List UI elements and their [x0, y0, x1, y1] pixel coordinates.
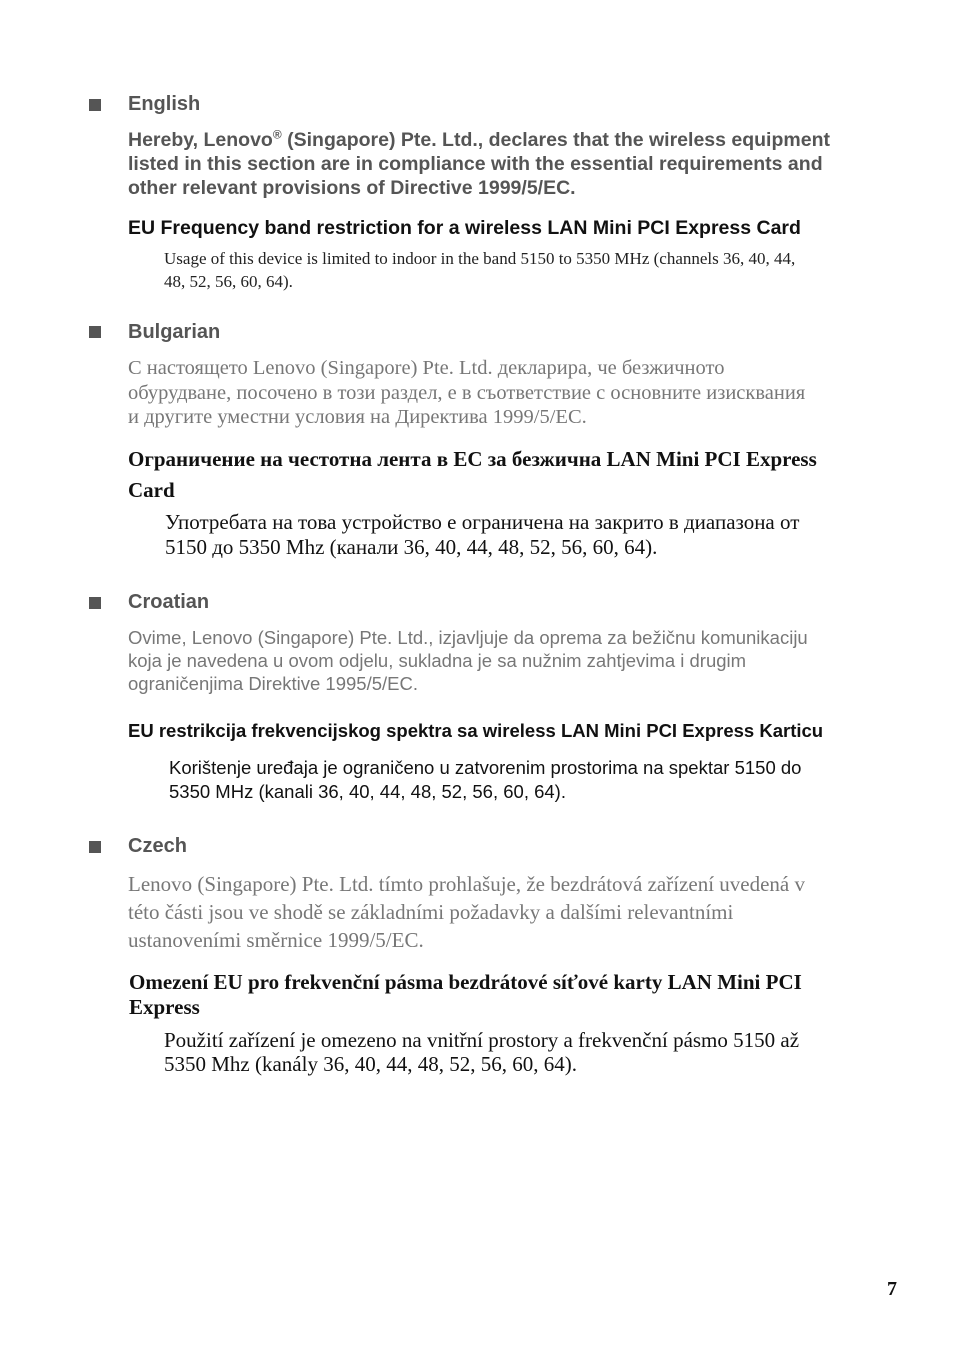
english-declaration-line: listed in this section are in compliance with the essential requirements and: [128, 153, 823, 175]
english-declaration-line: (Singapore) Pte. Ltd., declares that the wireless equipment: [287, 129, 830, 151]
czech-body-line: Použití zařízení je omezeno na vnitřní prostory a frekvenční pásmo 5150 až: [164, 1028, 800, 1052]
bulgarian-restriction-heading-line: Ограничение на честотна лента в ЕС за безжична LAN Mini PCI Express: [128, 447, 817, 471]
language-heading-croatian: Croatian: [128, 591, 210, 613]
english-restriction-body: [164, 247, 795, 293]
bulgarian-declaration: [128, 356, 805, 430]
bullet-icon: [89, 326, 101, 338]
english-body-line: Usage of this device is limited to indoor in the band 5150 to 5350 MHz (channels 36, 40, 44,: [164, 249, 796, 268]
language-heading-czech: Czech: [128, 835, 187, 857]
czech-heading-line: Express: [129, 995, 200, 1019]
registered-mark: ®: [272, 127, 282, 142]
bullet-icon: [89, 841, 101, 853]
bulgarian-body-line: 5150 до 5350 Mhz (канали 36, 40, 44, 48, 52, 56, 60, 64).: [165, 534, 658, 559]
croatian-restriction-body: [169, 756, 801, 804]
czech-declaration: [128, 870, 805, 954]
czech-restriction-body: [164, 1028, 799, 1076]
english-body-line: 48, 52, 56, 60, 64).: [164, 272, 293, 291]
bulgarian-declaration-line: С настоящето Lenovo (Singapore) Pte. Ltd. декларира, че безжичното: [128, 357, 725, 379]
czech-heading-line: Omezení EU pro frekvenční pásma bezdrátové síťové karty LAN Mini PCI: [129, 970, 802, 994]
bulgarian-restriction-body: [165, 510, 799, 559]
croatian-declaration-line: Ovime, Lenovo (Singapore) Pte. Ltd., izjavljuje da oprema za bežičnu komunikaciju: [128, 627, 808, 648]
czech-body-line: 5350 Mhz (kanály 36, 40, 44, 48, 52, 56, 60, 64).: [164, 1052, 577, 1076]
czech-declaration-line: této části jsou ve shodě se základními požadavky a dalšími relevantními: [128, 900, 734, 924]
czech-declaration-line: Lenovo (Singapore) Pte. Ltd. tímto prohlašuje, že bezdrátová zařízení uvedená v: [128, 872, 806, 896]
czech-declaration-line: ustanoveními směrnice 1999/5/EC.: [128, 928, 424, 952]
croatian-declaration: [128, 626, 808, 695]
bullet-icon: [89, 99, 101, 111]
bullet-icon: [89, 597, 101, 609]
bulgarian-declaration-line: обурудване, посочено в този раздел, е в съответствие с основните изисквания: [128, 381, 806, 404]
english-declaration-line: Hereby, Lenovo: [128, 129, 273, 151]
language-heading-english: English: [128, 93, 201, 115]
croatian-declaration-line: ograničenjima Direktive 1995/5/EC.: [128, 673, 418, 694]
english-restriction-heading: EU Frequency band restriction for a wireless LAN Mini PCI Express Card: [128, 217, 801, 239]
bulgarian-declaration-line: и другите уместни условия на Директива 1999/5/ЕС.: [128, 406, 587, 428]
croatian-body-line: Korištenje uređaja je ograničeno u zatvorenim prostorima na spektar 5150 do: [169, 757, 802, 778]
page-number: 7: [887, 1278, 897, 1300]
croatian-declaration-line: koja je navedena u ovom odjelu, sukladna je sa nužnim zahtjevima i drugim: [128, 650, 747, 671]
czech-restriction-heading: [129, 970, 802, 1020]
english-declaration: [128, 128, 830, 200]
language-heading-bulgarian: Bulgarian: [128, 321, 221, 343]
english-declaration-line: other relevant provisions of Directive 1999/5/EC.: [128, 177, 576, 199]
croatian-body-line: 5350 MHz (kanali 36, 40, 44, 48, 52, 56, 60, 64).: [169, 781, 566, 802]
croatian-restriction-heading: EU restrikcija frekvencijskog spektra sa wireless LAN Mini PCI Express Karticu: [128, 720, 824, 741]
bulgarian-body-line: Употребата на това устройство е ограничена на закрито в диапазона от: [165, 510, 800, 534]
bulgarian-restriction-heading-line: Card: [128, 478, 175, 502]
